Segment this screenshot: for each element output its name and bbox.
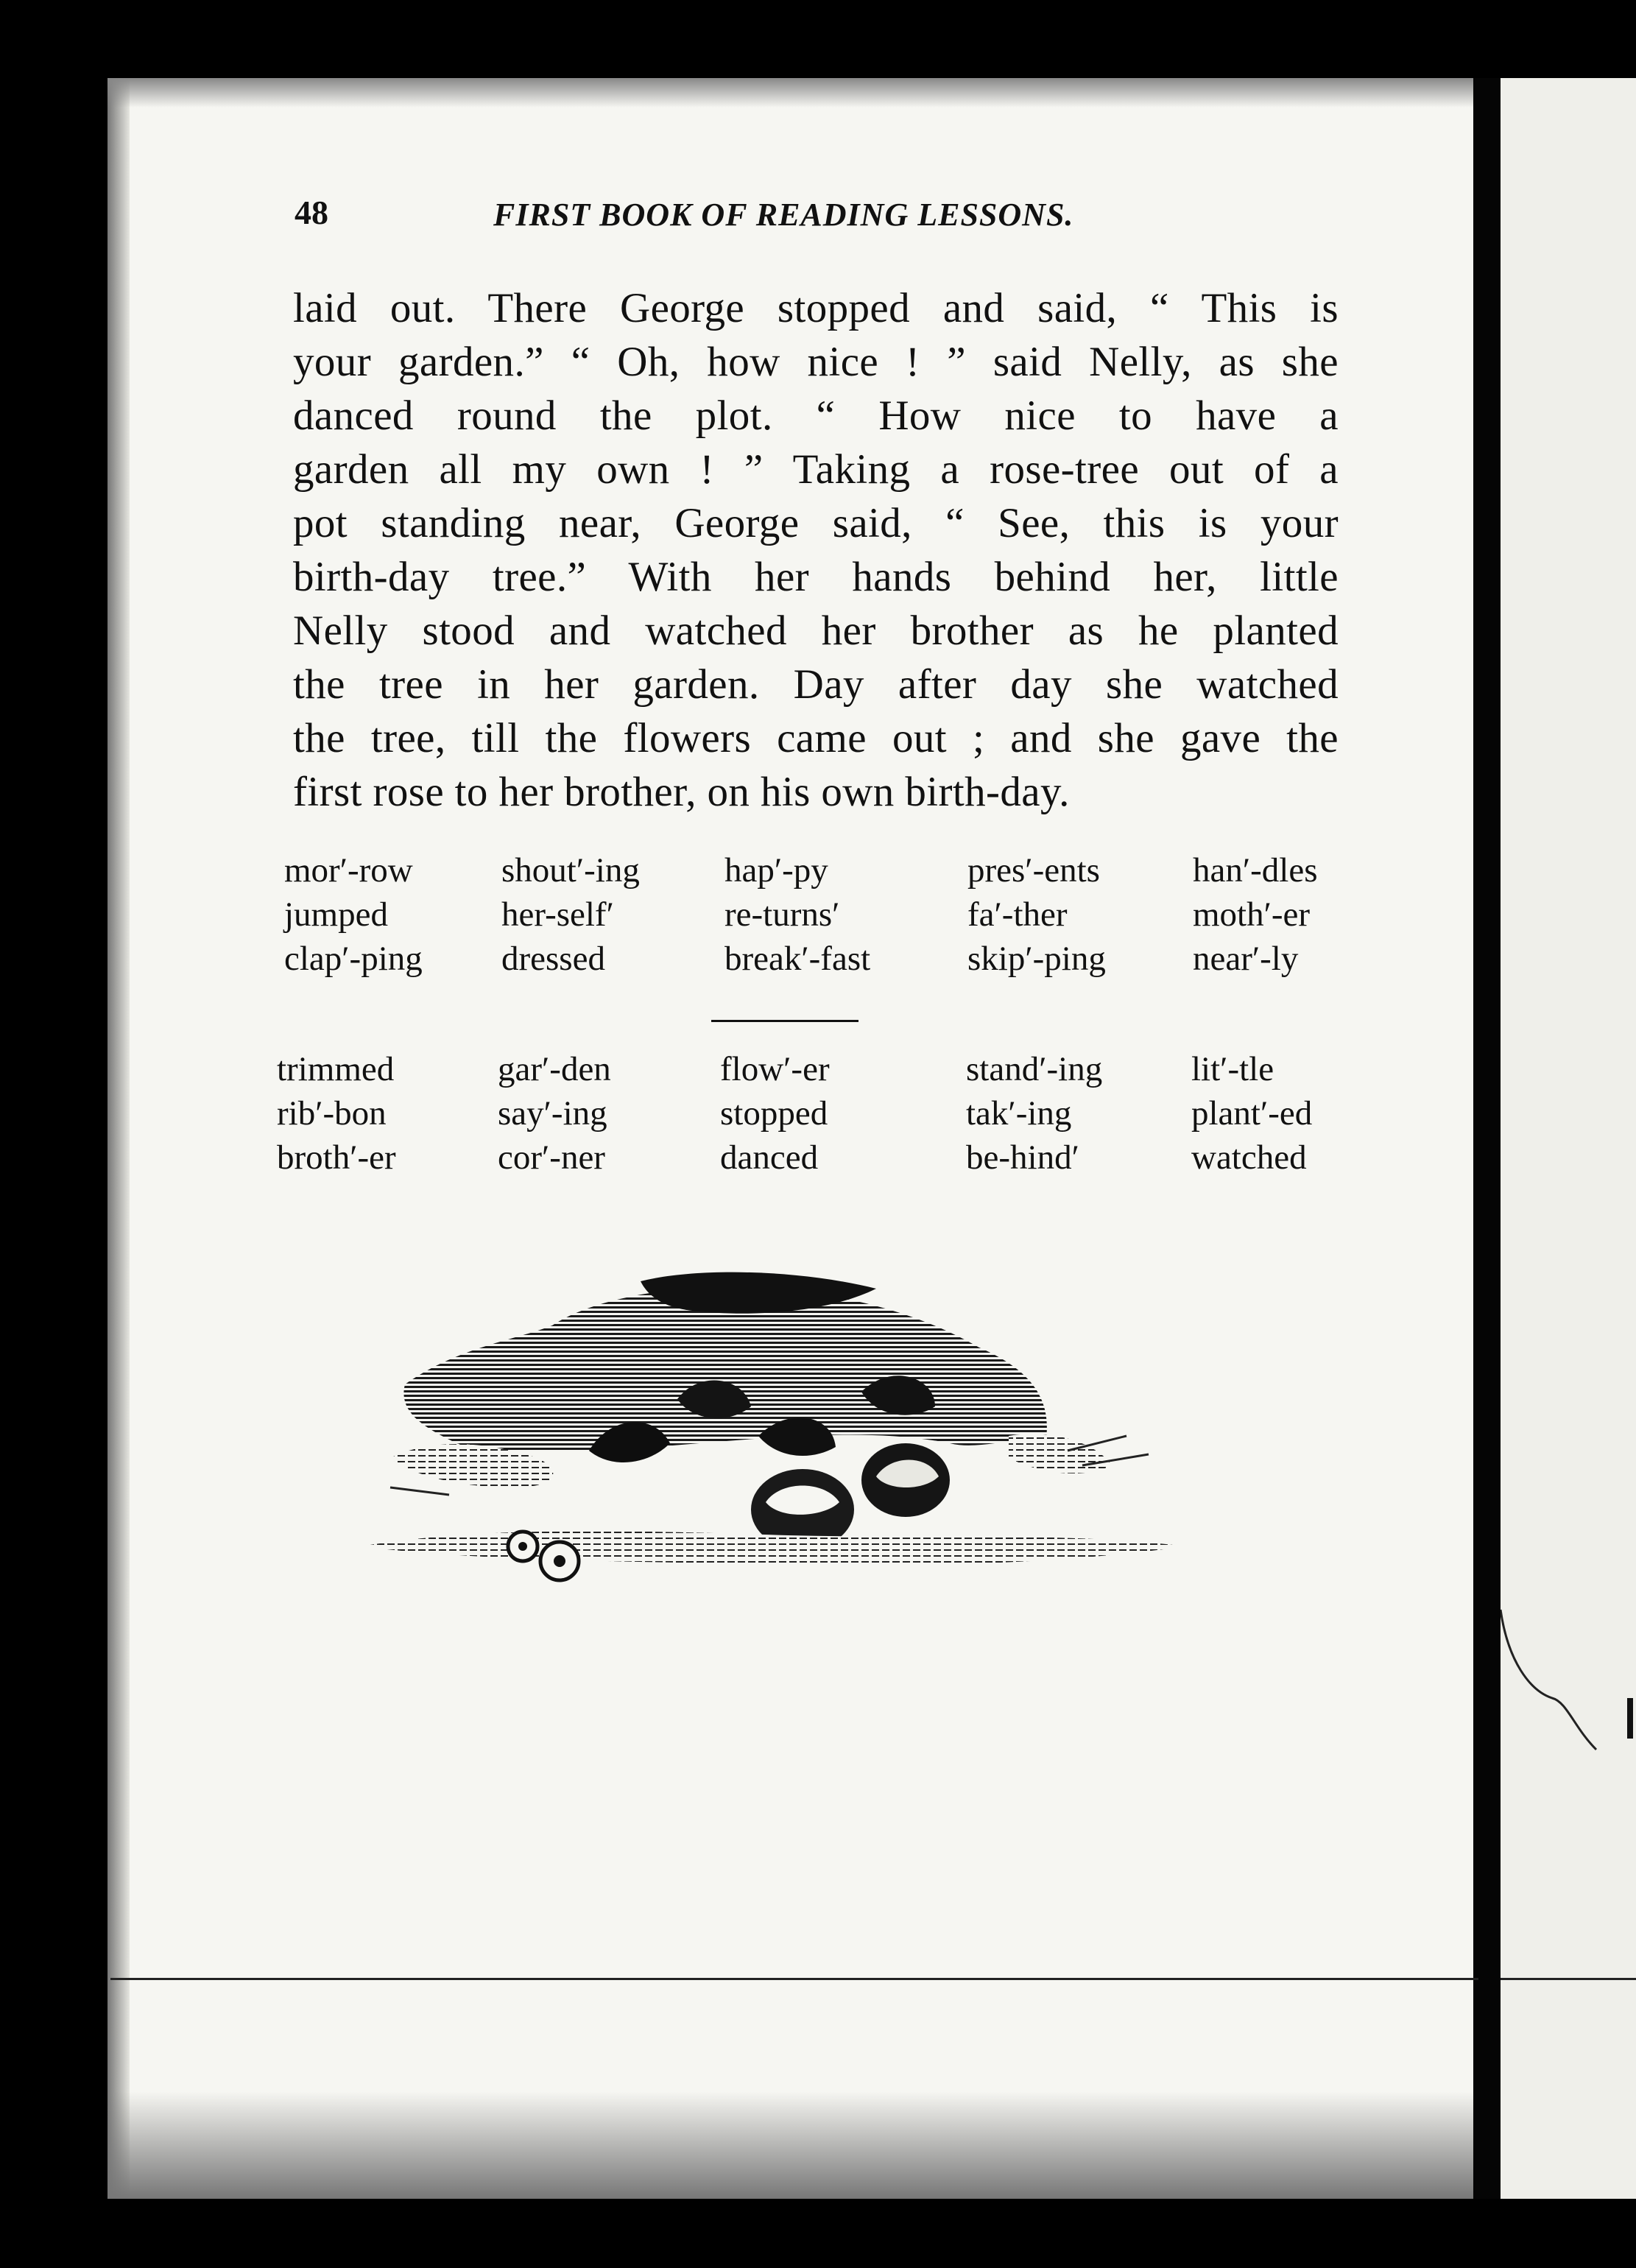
passage <box>293 281 1339 819</box>
vocabulary-word: moth′-er <box>1193 895 1311 934</box>
vocabulary-word: dressed <box>501 940 605 978</box>
vocabulary-word: gar′-den <box>498 1050 611 1088</box>
vocabulary-word: lit′-tle <box>1191 1050 1274 1088</box>
page-bottom-shadow <box>107 2091 1473 2199</box>
vocabulary-word: danced <box>720 1138 819 1177</box>
page-number: 48 <box>295 194 328 231</box>
vocabulary-word: skip′-ping <box>967 940 1106 978</box>
facing-page-marks <box>1501 78 1636 2199</box>
vocabulary-word: flow′-er <box>720 1050 830 1088</box>
vocabulary-word: clap′-ping <box>284 940 423 978</box>
vocabulary-column <box>966 1047 1187 1180</box>
vocabulary-word: re-turns′ <box>724 895 840 934</box>
page-gutter <box>1473 78 1501 2199</box>
vocabulary-word: stand′-ing <box>966 1050 1103 1088</box>
vocabulary-column <box>967 848 1188 981</box>
vocabulary-word: plant′-ed <box>1191 1094 1313 1133</box>
vocabulary-word: mor′-row <box>284 851 413 890</box>
vocabulary-word: tak′-ing <box>966 1094 1072 1133</box>
passage-line: laid out. There George stopped and said, “ This is <box>293 285 1339 331</box>
rose-bush-engraving-icon <box>346 1267 1259 1591</box>
passage-line: pot standing near, George said, “ See, this is your <box>293 500 1339 546</box>
section-divider <box>711 1020 858 1022</box>
footer-rule-facing <box>1501 1978 1636 1980</box>
vocabulary-word: watched <box>1191 1138 1307 1177</box>
vocabulary-column <box>1193 848 1414 981</box>
vocabulary-column <box>1191 1047 1412 1180</box>
vocabulary-column <box>501 848 722 981</box>
running-header <box>295 193 1362 237</box>
vocabulary-word: say′-ing <box>498 1094 607 1133</box>
vocabulary-word: be-hind′ <box>966 1138 1079 1177</box>
passage-line: danced round the plot. “ How nice to have a <box>293 392 1339 439</box>
passage-line: Nelly stood and watched her brother as he planted <box>293 608 1339 654</box>
footer-rule <box>110 1978 1478 1980</box>
facing-page-edge <box>1501 78 1636 2199</box>
vocabulary-column <box>498 1047 719 1180</box>
passage-line: the tree, till the flowers came out ; and she gave the <box>293 715 1339 761</box>
vocabulary-word: broth′-er <box>277 1138 396 1177</box>
rose-bush-illustration <box>346 1267 1259 1591</box>
vocabulary-word: hap′-py <box>724 851 828 890</box>
vocabulary-column <box>277 1047 498 1180</box>
passage-line: garden all my own ! ” Taking a rose-tree out of a <box>293 446 1339 493</box>
passage-line: the tree in her garden. Day after day she watched <box>293 661 1339 708</box>
vocabulary-word: cor′-ner <box>498 1138 605 1177</box>
vocabulary-word: stopped <box>720 1094 828 1133</box>
vocabulary-word: near′-ly <box>1193 940 1299 978</box>
vocabulary-word: jumped <box>284 895 388 934</box>
passage-line: first rose to her brother, on his own birth-day. <box>293 769 1070 815</box>
vocabulary-column <box>284 848 505 981</box>
vocabulary-word: han′-dles <box>1193 851 1318 890</box>
vocabulary-column <box>724 848 945 981</box>
vocabulary-word: shout′-ing <box>501 851 640 890</box>
vocabulary-word: break′-fast <box>724 940 871 978</box>
vocabulary-word: trimmed <box>277 1050 395 1088</box>
passage-line: birth-day tree.” With her hands behind her, little <box>293 554 1339 600</box>
vocabulary-word: pres′-ents <box>967 851 1100 890</box>
vocabulary-column <box>720 1047 941 1180</box>
vocabulary-word: her-self′ <box>501 895 614 934</box>
running-title: FIRST BOOK OF READING LESSONS. <box>493 197 1074 233</box>
vocabulary-word: fa′-ther <box>967 895 1068 934</box>
passage-line: your garden.” “ Oh, how nice ! ” said Nelly, as she <box>293 339 1339 385</box>
vocabulary-word: rib′-bon <box>277 1094 387 1133</box>
